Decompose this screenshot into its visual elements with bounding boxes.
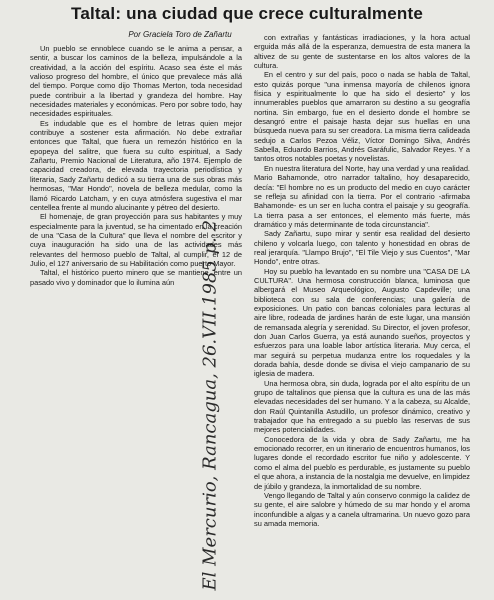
- paragraph: Una hermosa obra, sin duda, lograda por el alto espíritu de un grupo de taltalinos que piensa que la cultura es una de las más elevadas necesidades del ser humano. Y a la cabeza, su Alcalde, don Raúl Quintanilla Astudillo, un profesor dinámico, creativo y trabajador que ha entregado a su pueblo las reservas de sus mejores potencialidades.: [254, 378, 470, 435]
- article-column-left: [30, 44, 242, 287]
- paragraph: Taltal, el histórico puerto minero que se mantiene, entre un pasado vivo y dominador que lo ilumina aún: [30, 268, 242, 287]
- paragraph: Sady Zañartu, supo mirar y sentir esa realidad del desierto chileno y volcarla luego, con talento y honestidad en obras de real jerarquía. "Llampo Brujo", "El Tile Viejo y sus Cuentos", "Mar Hondo", entre otras.: [254, 229, 470, 267]
- paragraph: con extrañas y fantásticas irradiaciones, y la hora actual erguida más allá de la esperanza, demuestra de esta manera la altivez de su gente de sustentarse en los altos valores de la cultura.: [254, 33, 470, 71]
- paragraph: Un pueblo se ennoblece cuando se le anima a pensar, a sentir, a buscar los caminos de la belleza, impulsándole a la creatividad, a la acción del espíritu. Acaso sea éste el más valioso progreso del hombre, el único que prevalece más allá del tiempo. Porque como dijo Thomas Merton, toda necesidad puede contribuir a la libertad y grandeza del hombre. Hay necesidades materiales y económicas. Pero por sobre todo, hay necesidades espirituales.: [30, 44, 242, 119]
- paragraph: Conocedora de la vida y obra de Sady Zañartu, me ha emocionado recorrer, en un itinerario de encuentros humanos, los lugares donde el recordado escritor fue niño y adolescente. Y como el alma del pueblo es perdurable, es justamente su pueblo el que ahora, a instancia de la nostalgia me devuelve, en limpidez de júbilo y grandeza, la inmortalidad de su nombre.: [254, 434, 470, 491]
- paragraph: En nuestra literatura del Norte, hay una verdad y una realidad. Mario Bahamonde, otro narrador taltalino, hoy desaparecido, decía: "El hombre no es un producto del medio en cuyo carácter se refleja su afinidad con la tierra. Por el contrario -afirmaba Bahamonde- es un ser en lucha contra el paisaje y su geografía. La tierra pasa a ser entonces, el elemento más fuerte, más dramático y más determinante de toda circunstancia".: [254, 163, 470, 229]
- page-title: Taltal: una ciudad que crece culturalmente: [71, 4, 423, 23]
- article-column-right: [254, 33, 470, 528]
- paragraph: En el centro y sur del país, poco o nada se habla de Taltal, esto quizás porque "una inmensa mayoría de chilenos ignora física y espiritualmente lo que ha sido el desierto" y los innumerables pueblos que amarraron su destino a su geografía nortina. Sin embargo, fue en el desierto donde el hombre se desangró entre el paisaje hasta dejar sus huellas en una búsqueda nueva para su ser creadora. La misma tierra calideada sedujo a Carlos Pezoa Véliz, Víctor Domingo Silva, Andrés Sabella, Eduardo Barrios, Andrés Garáfulic, Salvador Reyes. Y a tantos otros notables poetas y novelistas.: [254, 70, 470, 164]
- paragraph: Es indudable que es el hombre de letras quien mejor contribuye a sostener esta afirmación. No debe extrañar entonces que Taltal, que fuera un remezón histórico en la epopeya del salitre, que fuera su culto espiritual, a Sady Zañartu, Premio Nacional de Literatura, año 1974. Ejemplo de capacidad creadora, de elevada trayectoria periodística y literaria, Sady Zañartu dedicó a su tierra una de sus obras más hermosas, "Mar Hondo", novela de belleza medular, como la llamó Ricardo Latcham, y en cuya atmósfera sugestiva el mar centellea frente al mundo alucinante y pétreo del desierto.: [30, 118, 242, 212]
- paragraph: Hoy su pueblo ha levantado en su nombre una "CASA DE LA CULTURA". Una hermosa construcción blanca, luminosa que albergará el Museo Arqueológico, Augusto Capdeville; una biblioteca con su sala de conferencias; una galería de exposiciones. Un patio con bancas coloniales para lecturas al aire libre, rodeada de jardines harán de este lugar, una mansión de remansada alegría y serenidad. Su Director, el joven profesor, don Juan Carlos Guerra, ya está aunando sueños, proyectos y esfuerzos para una loable labor artística literaria. Muy cerca, el mar seguirá su perpetua mudanza entre los roquedales y la dorada bahía, desde donde se divisa el viejo campanario de su iglesia de madera.: [254, 266, 470, 379]
- paragraph: El homenaje, de gran proyección para sus habitantes y muy especialmente para la juventud, se ha cimentado en la creación de una "Casa de la Cultura" que lleva el nombre del escritor y cuya inauguración ha sido una de las actividades más relevantes del hermoso pueblo de Taltal, al cumplir, el 12 de Julio, el 127 aniversario de su Habilitación como puerto Mayor.: [30, 212, 242, 268]
- byline: Por Graciela Toro de Zañartu: [128, 30, 232, 39]
- paragraph: Vengo llegando de Taltal y aún conservo conmigo la calidez de su gente, el aire salobre y húmedo de su mar hondo y el aroma inconfundible a algas y a canela ultramarina. Un nuevo gozo para su amada memoria.: [254, 490, 470, 528]
- handwritten-note: El Mercurio, Rancagua, 26.VII.1985 p. 2: [199, 219, 221, 591]
